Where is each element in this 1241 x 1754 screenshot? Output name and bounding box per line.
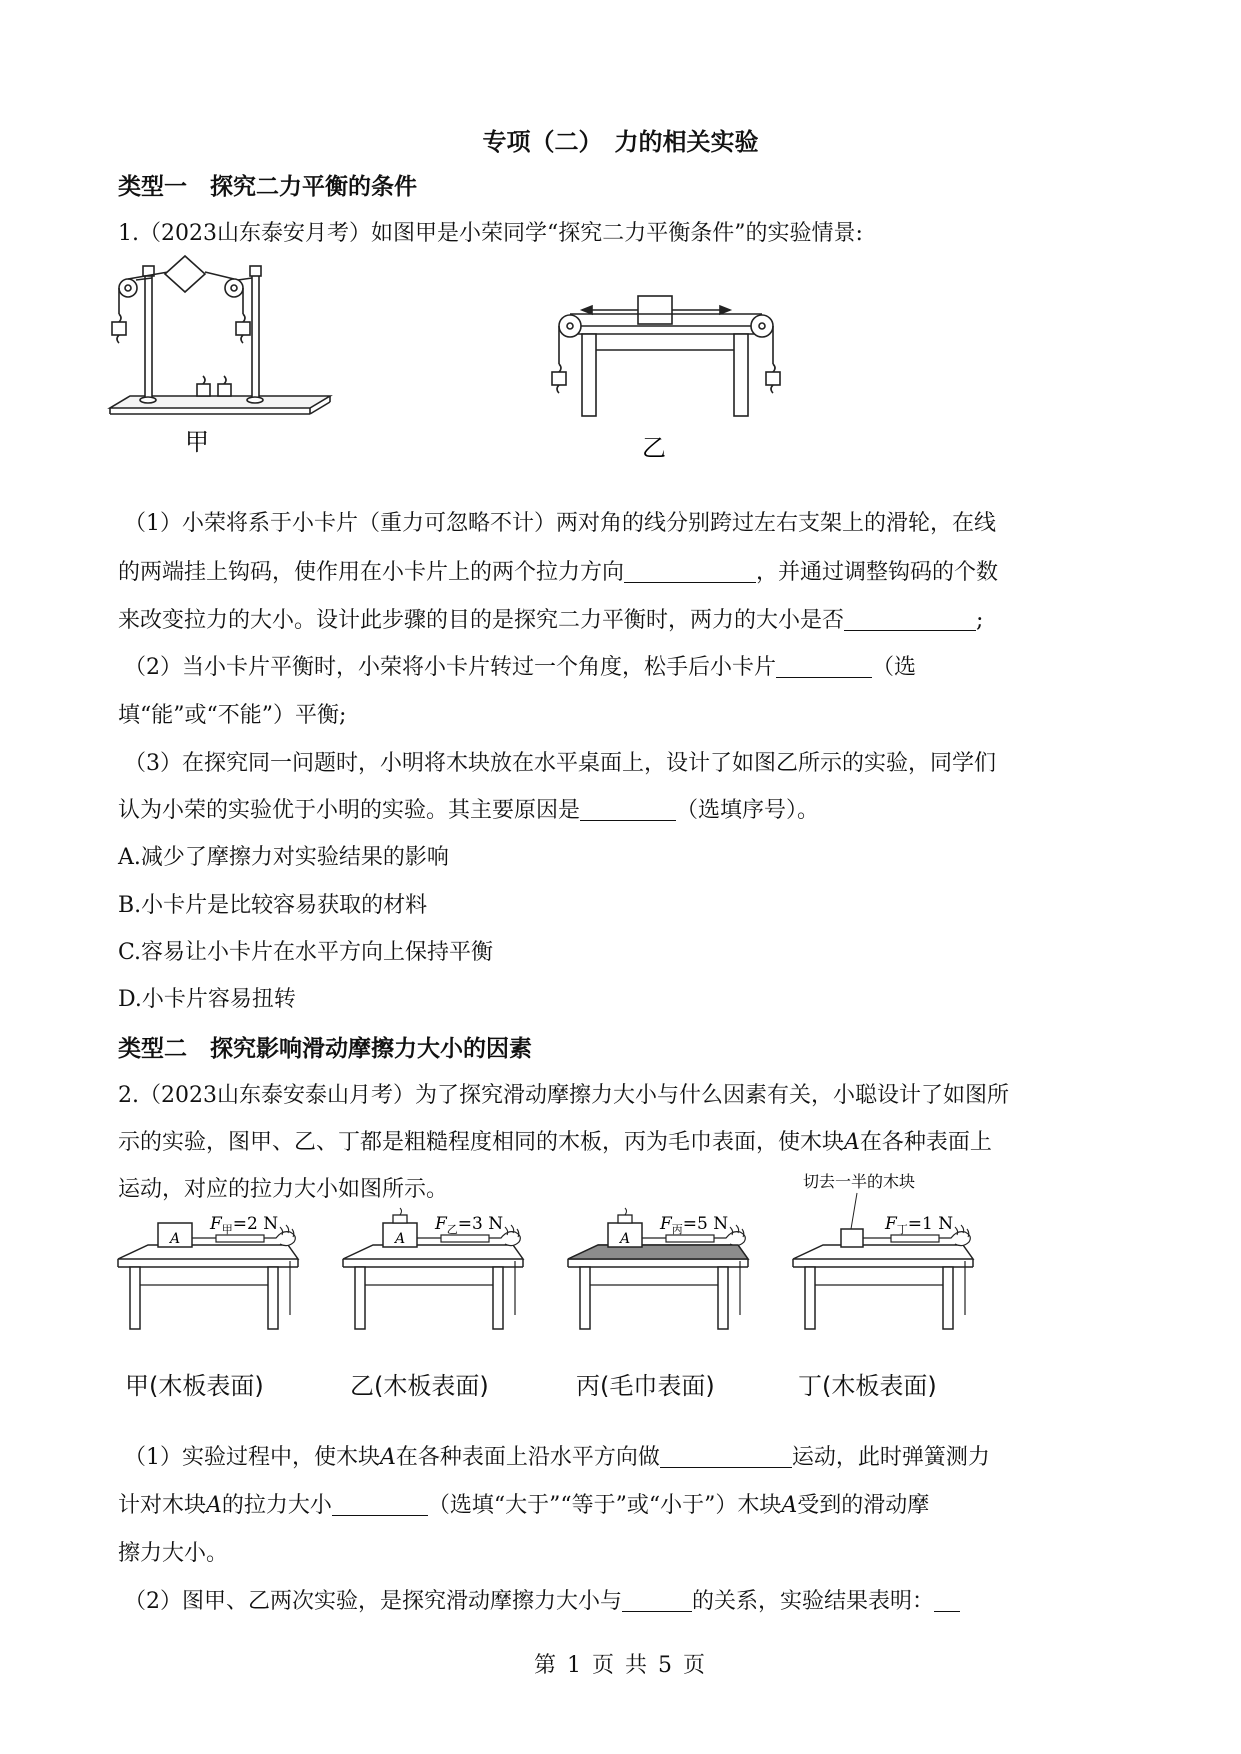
q1-part1-line2: 的两端挂上钩码，使作用在小卡片上的两个拉力方向 ，并通过调整钩码的个数 [118,560,999,585]
caption-jia: 甲(木板表面) [125,1372,264,1400]
section-heading-1: 类型一 探究二力平衡的条件 [118,174,417,200]
block-label-a-2: A [395,1231,406,1247]
q2-part1-line2: 计对木块A的拉力大小 （选填“大于”“等于”或“小于”）木块A受到的滑动摩 [118,1493,930,1518]
q1-part2-line2: 填“能”或“不能”）平衡; [118,703,347,728]
page-footer: 第 1 页 共 5 页 [534,1653,707,1678]
figure-card-pulley-apparatus [100,256,340,456]
cut-half-note: 切去一半的木块 [803,1172,916,1191]
figure-block-table-apparatus [560,290,820,460]
answer-blank-5[interactable] [660,1445,792,1468]
q1-option-a: A.减少了摩擦力对实验结果的影响 [118,845,449,870]
q2-part1-line3: 擦力大小。 [118,1541,229,1566]
caption-bing: 丙(毛巾表面) [576,1372,715,1400]
caption-yi: 乙(木板表面) [350,1372,489,1400]
q1-part3-line2: 认为小荣的实验优于小明的实验。其主要原因是 （选填序号）。 [118,798,820,823]
answer-blank-8[interactable] [934,1589,960,1612]
force-label-jia: $F_甲=2$ N [210,1214,279,1236]
q1-option-b: B.小卡片是比较容易获取的材料 [118,893,428,918]
q2-intro-line2: 示的实验，图甲、乙、丁都是粗糙程度相同的木板，丙为毛巾表面，使木块A在各种表面上 [118,1130,992,1155]
q1-intro: 1.（2023山东泰安月考）如图甲是小荣同学“探究二力平衡条件”的实验情景: [118,221,863,246]
answer-blank-1[interactable] [624,560,756,583]
q1-part1-line3: 来改变拉力的大小。设计此步骤的目的是探究二力平衡时，两力的大小是否 ; [118,608,984,633]
answer-blank-7[interactable] [622,1589,692,1612]
q1-part3-line1: （3）在探究同一问题时，小明将木块放在水平桌面上，设计了如图乙所示的实验，同学们 [124,751,997,776]
q1-option-d: D.小卡片容易扭转 [118,987,296,1012]
q2-part1-line1: （1）实验过程中，使木块A在各种表面上沿水平方向做 运动，此时弹簧测力 [124,1445,990,1470]
answer-blank-4[interactable] [580,798,676,821]
block-label-a-1: A [170,1231,181,1247]
q1-part2-line1: （2）当小卡片平衡时，小荣将小卡片转过一个角度，松手后小卡片 （选 [124,655,917,680]
q2-part2-line1: （2）图甲、乙两次实验，是探究滑动摩擦力大小与 的关系，实验结果表明： [124,1584,960,1615]
q1-part1-line1: （1）小荣将系于小卡片（重力可忽略不计）两对角的线分别跨过左右支架上的滑轮，在线 [124,511,997,536]
answer-blank-2[interactable] [844,608,976,631]
answer-blank-6[interactable] [332,1493,428,1516]
q2-intro-line3: 运动，对应的拉力大小如图所示。 [118,1177,449,1202]
answer-blank-3[interactable] [776,655,872,678]
q1-option-c: C.容易让小卡片在水平方向上保持平衡 [118,940,494,965]
figure-label-jia: 甲 [185,428,209,456]
page-title: 专项（二） 力的相关实验 [482,128,759,156]
force-label-ding: $F_丁=1$ N [885,1214,954,1236]
block-label-a-3: A [620,1231,631,1247]
force-label-bing: $F_丙=5$ N [660,1214,729,1236]
figure-label-yi: 乙 [642,434,666,462]
section-heading-2: 类型二 探究影响滑动摩擦力大小的因素 [118,1036,532,1062]
q2-intro-line1: 2.（2023山东泰安泰山月考）为了探究滑动摩擦力大小与什么因素有关，小聪设计了如图所 [118,1083,1009,1108]
caption-ding: 丁(木板表面) [798,1372,937,1400]
force-label-yi: $F_乙=3$ N [435,1214,504,1236]
